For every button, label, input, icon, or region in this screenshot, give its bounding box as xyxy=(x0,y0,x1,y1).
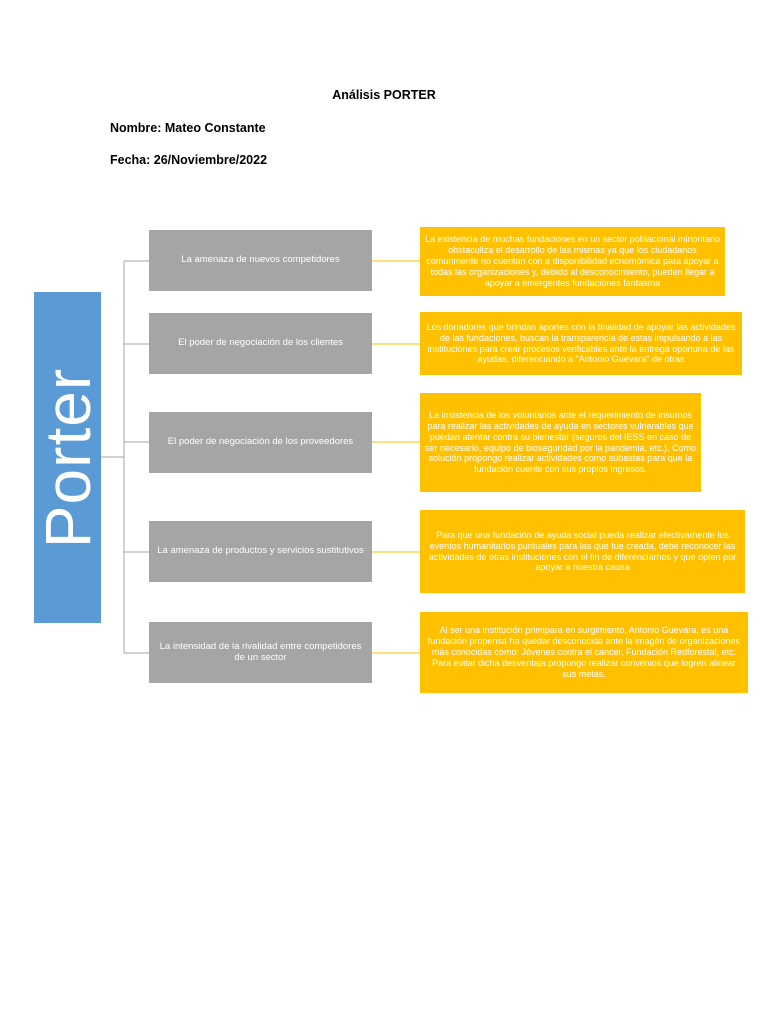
porter-root-box xyxy=(31,292,104,623)
porter-root-label: Porter xyxy=(31,367,104,548)
document-title: Análisis PORTER xyxy=(332,88,436,102)
force-substitutes-description: Para que una fundación de ayuda social pueda realizar efectivamente los eventos humanitarios puntuales para las que fue creada, debe reconocer las actividades de otras instituciones con el fin de diferenciarnos y que opten por apoyar a nuestra causa xyxy=(420,510,745,593)
force-supplier-power: El poder de negociación de los proveedores xyxy=(149,412,372,473)
force-customer-power: El poder de negociación de los clientes xyxy=(149,313,372,374)
force-new-competitors: La amenaza de nuevos competidores xyxy=(149,230,372,291)
force-rivalry-description: Al ser una institución primipara en surgimiento, Antonio Guevara, es una fundación propensa ha quedar desconocida ante la imagén de organizaciones más conocidas como: Jóvenes contra el cancer, Fundación Redforestal, etc. Para evitar dicha desventaja propongo realizar convenios que logren alinear sus metas. xyxy=(420,612,748,693)
date-line: Fecha: 26/Noviembre/2022 xyxy=(110,153,268,167)
author-name-line: Nombre: Mateo Constante xyxy=(110,121,266,135)
force-substitutes: La amenaza de productos y servicios sustitutivos xyxy=(149,521,372,582)
force-supplier-power-description: La insistencia de los voluntarios ante el requerimiento de insumos para realizar las actividades de ayuda en sectores vulnerables que puedan atentar contra su bienestar (seguros del IESS en caso de ser necesario, equipo de bioseguridad por la pandemia, etc.). Como solución propongo realizar actividades como subastas para que la fundación cuente con sus propios ingresos. xyxy=(420,393,701,492)
force-new-competitors-description: La existencia de muchas fundaciones en un sector poblacional minoritario obstaculiza el desarrollo de las mismas ya que los ciudadanos comunmente no cuentan con a disponibilidad ecnomómica para apoyar a todas las organizaciones y, debido al desconocimiento, pueden llegar a apoyar a emergentes fundaciones fantasma xyxy=(420,227,725,296)
force-customer-power-description: Los donadores que brindan aportes con la finalidad de apoyar las actividades de las fundaciones, buscan la transparencia de estas impulsando a las instituciones para crear procesos verificables ante la entrega oportuna de las ayudas, diferenciando a "Antonio Guevara" de otras xyxy=(420,312,742,375)
force-rivalry: La intensidad de la rivalidad entre competidores de un sector xyxy=(149,622,372,683)
